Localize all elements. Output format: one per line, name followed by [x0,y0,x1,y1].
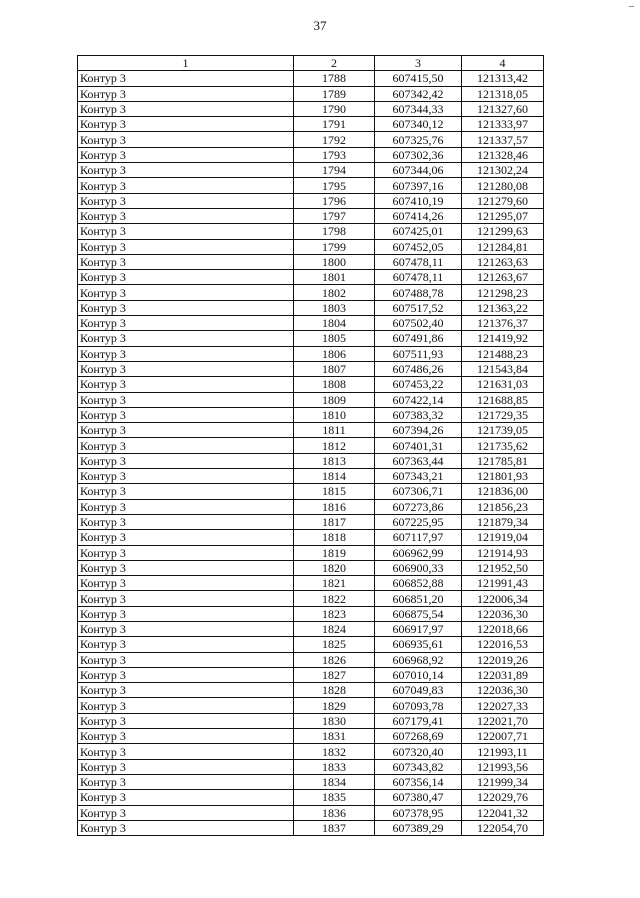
y-coordinate-cell: 121914,93 [462,545,544,560]
y-coordinate-cell: 121318,05 [462,86,544,101]
y-coordinate-cell: 121279,60 [462,193,544,208]
table-body [78,71,544,836]
x-coordinate-cell: 607302,36 [375,147,462,162]
x-coordinate-cell: 607401,31 [375,438,462,453]
point-number-cell: 1837 [294,820,375,835]
y-coordinate-cell: 122041,32 [462,805,544,820]
contour-name-cell: Контур 3 [78,254,294,269]
point-number-cell: 1794 [294,163,375,178]
point-number-cell: 1802 [294,285,375,300]
x-coordinate-cell: 606968,92 [375,652,462,667]
contour-name-cell: Контур 3 [78,438,294,453]
point-number-cell: 1812 [294,438,375,453]
contour-name-cell: Контур 3 [78,683,294,698]
y-coordinate-cell: 122016,53 [462,637,544,652]
contour-name-cell: Контур 3 [78,346,294,361]
x-coordinate-cell: 607486,26 [375,361,462,376]
x-coordinate-cell: 607344,06 [375,163,462,178]
header-row [78,56,544,71]
x-coordinate-cell: 606852,88 [375,576,462,591]
y-coordinate-cell: 121879,34 [462,514,544,529]
y-coordinate-cell: 121488,23 [462,346,544,361]
point-number-cell: 1789 [294,86,375,101]
point-number-cell: 1810 [294,407,375,422]
y-coordinate-cell: 122018,66 [462,621,544,636]
y-coordinate-cell: 121302,24 [462,163,544,178]
y-coordinate-cell: 122029,76 [462,790,544,805]
table-row [78,560,544,575]
table-row [78,361,544,376]
table-row [78,316,544,331]
x-coordinate-cell: 607517,52 [375,300,462,315]
coordinates-table [77,55,544,836]
y-coordinate-cell: 121856,23 [462,499,544,514]
point-number-cell: 1819 [294,545,375,560]
x-coordinate-cell: 607363,44 [375,453,462,468]
contour-name-cell: Контур 3 [78,698,294,713]
contour-name-cell: Контур 3 [78,316,294,331]
table-row [78,377,544,392]
y-coordinate-cell: 121263,63 [462,254,544,269]
x-coordinate-cell: 607117,97 [375,530,462,545]
point-number-cell: 1821 [294,576,375,591]
table-row [78,331,544,346]
contour-name-cell: Контур 3 [78,132,294,147]
table-row [78,621,544,636]
point-number-cell: 1832 [294,744,375,759]
y-coordinate-cell: 122036,30 [462,606,544,621]
x-coordinate-cell: 606875,54 [375,606,462,621]
contour-name-cell: Контур 3 [78,361,294,376]
point-number-cell: 1830 [294,713,375,728]
point-number-cell: 1791 [294,117,375,132]
point-number-cell: 1809 [294,392,375,407]
x-coordinate-cell: 607306,71 [375,484,462,499]
y-coordinate-cell: 121419,92 [462,331,544,346]
x-coordinate-cell: 607397,16 [375,178,462,193]
point-number-cell: 1800 [294,254,375,269]
table-row [78,514,544,529]
contour-name-cell: Контур 3 [78,300,294,315]
y-coordinate-cell: 121298,23 [462,285,544,300]
y-coordinate-cell: 121729,35 [462,407,544,422]
contour-name-cell: Контур 3 [78,713,294,728]
contour-name-cell: Контур 3 [78,224,294,239]
y-coordinate-cell: 121280,08 [462,178,544,193]
x-coordinate-cell: 606917,97 [375,621,462,636]
table-row [78,545,544,560]
y-coordinate-cell: 121993,11 [462,744,544,759]
table-row [78,438,544,453]
x-coordinate-cell: 607425,01 [375,224,462,239]
table-row [78,254,544,269]
table-row [78,453,544,468]
table-row [78,346,544,361]
table-row [78,300,544,315]
y-coordinate-cell: 121295,07 [462,208,544,223]
y-coordinate-cell: 121952,50 [462,560,544,575]
table-row [78,71,544,86]
y-coordinate-cell: 122027,33 [462,698,544,713]
y-coordinate-cell: 121299,63 [462,224,544,239]
x-coordinate-cell: 607410,19 [375,193,462,208]
point-number-cell: 1823 [294,606,375,621]
point-number-cell: 1815 [294,484,375,499]
point-number-cell: 1804 [294,316,375,331]
y-coordinate-cell: 121735,62 [462,438,544,453]
x-coordinate-cell: 607343,82 [375,759,462,774]
y-coordinate-cell: 121631,03 [462,377,544,392]
table-row [78,820,544,835]
table-row [78,178,544,193]
contour-name-cell: Контур 3 [78,71,294,86]
point-number-cell: 1835 [294,790,375,805]
x-coordinate-cell: 607415,50 [375,71,462,86]
x-coordinate-cell: 607380,47 [375,790,462,805]
contour-name-cell: Контур 3 [78,469,294,484]
contour-name-cell: Контур 3 [78,208,294,223]
table-row [78,423,544,438]
y-coordinate-cell: 121801,93 [462,469,544,484]
x-coordinate-cell: 607344,33 [375,101,462,116]
contour-name-cell: Контур 3 [78,163,294,178]
table-row [78,270,544,285]
contour-name-cell: Контур 3 [78,392,294,407]
y-coordinate-cell: 121919,04 [462,530,544,545]
point-number-cell: 1826 [294,652,375,667]
table-row [78,591,544,606]
point-number-cell: 1806 [294,346,375,361]
table-row [78,729,544,744]
x-coordinate-cell: 606900,33 [375,560,462,575]
y-coordinate-cell: 121284,81 [462,239,544,254]
table-row [78,285,544,300]
contour-name-cell: Контур 3 [78,484,294,499]
y-coordinate-cell: 121991,43 [462,576,544,591]
table-row [78,101,544,116]
contour-name-cell: Контур 3 [78,790,294,805]
contour-name-cell: Контур 3 [78,744,294,759]
y-coordinate-cell: 122021,70 [462,713,544,728]
contour-name-cell: Контур 3 [78,606,294,621]
table-row [78,790,544,805]
y-coordinate-cell: 121313,42 [462,71,544,86]
table-row [78,484,544,499]
table-row [78,805,544,820]
y-coordinate-cell: 122031,89 [462,667,544,682]
point-number-cell: 1818 [294,530,375,545]
table-row [78,407,544,422]
y-coordinate-cell: 121688,85 [462,392,544,407]
contour-name-cell: Контур 3 [78,805,294,820]
contour-name-cell: Контур 3 [78,101,294,116]
x-coordinate-cell: 607356,14 [375,774,462,789]
contour-name-cell: Контур 3 [78,514,294,529]
table-row [78,606,544,621]
x-coordinate-cell: 607452,05 [375,239,462,254]
table-row [78,576,544,591]
point-number-cell: 1799 [294,239,375,254]
table-row [78,239,544,254]
table-row [78,392,544,407]
header-col-4: 4 [462,56,544,71]
contour-name-cell: Контур 3 [78,545,294,560]
contour-name-cell: Контур 3 [78,576,294,591]
y-coordinate-cell: 121328,46 [462,147,544,162]
contour-name-cell: Контур 3 [78,86,294,101]
x-coordinate-cell: 607422,14 [375,392,462,407]
table-row [78,698,544,713]
x-coordinate-cell: 607511,93 [375,346,462,361]
table-row [78,469,544,484]
table-row [78,713,544,728]
contour-name-cell: Контур 3 [78,759,294,774]
y-coordinate-cell: 121785,81 [462,453,544,468]
header-col-2: 2 [294,56,375,71]
contour-name-cell: Контур 3 [78,377,294,392]
point-number-cell: 1801 [294,270,375,285]
x-coordinate-cell: 607343,21 [375,469,462,484]
y-coordinate-cell: 121376,37 [462,316,544,331]
point-number-cell: 1816 [294,499,375,514]
point-number-cell: 1828 [294,683,375,698]
point-number-cell: 1805 [294,331,375,346]
contour-name-cell: Контур 3 [78,774,294,789]
x-coordinate-cell: 607273,86 [375,499,462,514]
table-row [78,683,544,698]
y-coordinate-cell: 121337,57 [462,132,544,147]
x-coordinate-cell: 607049,83 [375,683,462,698]
point-number-cell: 1824 [294,621,375,636]
contour-name-cell: Контур 3 [78,560,294,575]
x-coordinate-cell: 607320,40 [375,744,462,759]
contour-name-cell: Контур 3 [78,270,294,285]
contour-name-cell: Контур 3 [78,117,294,132]
table-row [78,132,544,147]
table-row [78,163,544,178]
point-number-cell: 1827 [294,667,375,682]
x-coordinate-cell: 607478,11 [375,254,462,269]
y-coordinate-cell: 121739,05 [462,423,544,438]
y-coordinate-cell: 121363,22 [462,300,544,315]
x-coordinate-cell: 607488,78 [375,285,462,300]
y-coordinate-cell: 122054,70 [462,820,544,835]
contour-name-cell: Контур 3 [78,147,294,162]
y-coordinate-cell: 121327,60 [462,101,544,116]
contour-name-cell: Контур 3 [78,285,294,300]
x-coordinate-cell: 607325,76 [375,132,462,147]
point-number-cell: 1820 [294,560,375,575]
point-number-cell: 1792 [294,132,375,147]
contour-name-cell: Контур 3 [78,239,294,254]
table-row [78,499,544,514]
y-coordinate-cell: 121333,97 [462,117,544,132]
x-coordinate-cell: 606851,20 [375,591,462,606]
contour-name-cell: Контур 3 [78,591,294,606]
y-coordinate-cell: 122036,30 [462,683,544,698]
contour-name-cell: Контур 3 [78,652,294,667]
y-coordinate-cell: 121999,34 [462,774,544,789]
point-number-cell: 1831 [294,729,375,744]
point-number-cell: 1796 [294,193,375,208]
x-coordinate-cell: 607453,22 [375,377,462,392]
table-row [78,208,544,223]
point-number-cell: 1811 [294,423,375,438]
y-coordinate-cell: 122007,71 [462,729,544,744]
point-number-cell: 1817 [294,514,375,529]
point-number-cell: 1814 [294,469,375,484]
point-number-cell: 1808 [294,377,375,392]
table-row [78,224,544,239]
point-number-cell: 1803 [294,300,375,315]
x-coordinate-cell: 607093,78 [375,698,462,713]
contour-name-cell: Контур 3 [78,423,294,438]
x-coordinate-cell: 607378,95 [375,805,462,820]
table-row [78,193,544,208]
header-col-1: 1 [78,56,294,71]
table-row [78,667,544,682]
point-number-cell: 1834 [294,774,375,789]
x-coordinate-cell: 607414,26 [375,208,462,223]
point-number-cell: 1822 [294,591,375,606]
y-coordinate-cell: 122019,26 [462,652,544,667]
x-coordinate-cell: 606962,99 [375,545,462,560]
point-number-cell: 1788 [294,71,375,86]
contour-name-cell: Контур 3 [78,331,294,346]
contour-name-cell: Контур 3 [78,729,294,744]
corner-mark: – [629,1,634,12]
point-number-cell: 1795 [294,178,375,193]
x-coordinate-cell: 607179,41 [375,713,462,728]
point-number-cell: 1797 [294,208,375,223]
x-coordinate-cell: 607383,32 [375,407,462,422]
contour-name-cell: Контур 3 [78,407,294,422]
y-coordinate-cell: 121543,84 [462,361,544,376]
point-number-cell: 1807 [294,361,375,376]
y-coordinate-cell: 121263,67 [462,270,544,285]
table-header [78,56,544,71]
point-number-cell: 1836 [294,805,375,820]
page-number: 37 [313,18,327,33]
point-number-cell: 1825 [294,637,375,652]
x-coordinate-cell: 606935,61 [375,637,462,652]
x-coordinate-cell: 607010,14 [375,667,462,682]
point-number-cell: 1813 [294,453,375,468]
x-coordinate-cell: 607491,86 [375,331,462,346]
table-row [78,652,544,667]
contour-name-cell: Контур 3 [78,637,294,652]
contour-name-cell: Контур 3 [78,499,294,514]
x-coordinate-cell: 607340,12 [375,117,462,132]
table-row [78,774,544,789]
table-row [78,759,544,774]
contour-name-cell: Контур 3 [78,667,294,682]
contour-name-cell: Контур 3 [78,530,294,545]
table-row [78,86,544,101]
point-number-cell: 1833 [294,759,375,774]
x-coordinate-cell: 607389,29 [375,820,462,835]
contour-name-cell: Контур 3 [78,820,294,835]
y-coordinate-cell: 121836,00 [462,484,544,499]
point-number-cell: 1790 [294,101,375,116]
contour-name-cell: Контур 3 [78,621,294,636]
x-coordinate-cell: 607268,69 [375,729,462,744]
table-row [78,117,544,132]
point-number-cell: 1829 [294,698,375,713]
x-coordinate-cell: 607502,40 [375,316,462,331]
header-col-3: 3 [375,56,462,71]
table-row [78,744,544,759]
x-coordinate-cell: 607225,95 [375,514,462,529]
x-coordinate-cell: 607394,26 [375,423,462,438]
table-row [78,530,544,545]
point-number-cell: 1793 [294,147,375,162]
table-row [78,637,544,652]
table-row [78,147,544,162]
x-coordinate-cell: 607342,42 [375,86,462,101]
y-coordinate-cell: 122006,34 [462,591,544,606]
y-coordinate-cell: 121993,56 [462,759,544,774]
contour-name-cell: Контур 3 [78,178,294,193]
x-coordinate-cell: 607478,11 [375,270,462,285]
contour-name-cell: Контур 3 [78,193,294,208]
contour-name-cell: Контур 3 [78,453,294,468]
point-number-cell: 1798 [294,224,375,239]
